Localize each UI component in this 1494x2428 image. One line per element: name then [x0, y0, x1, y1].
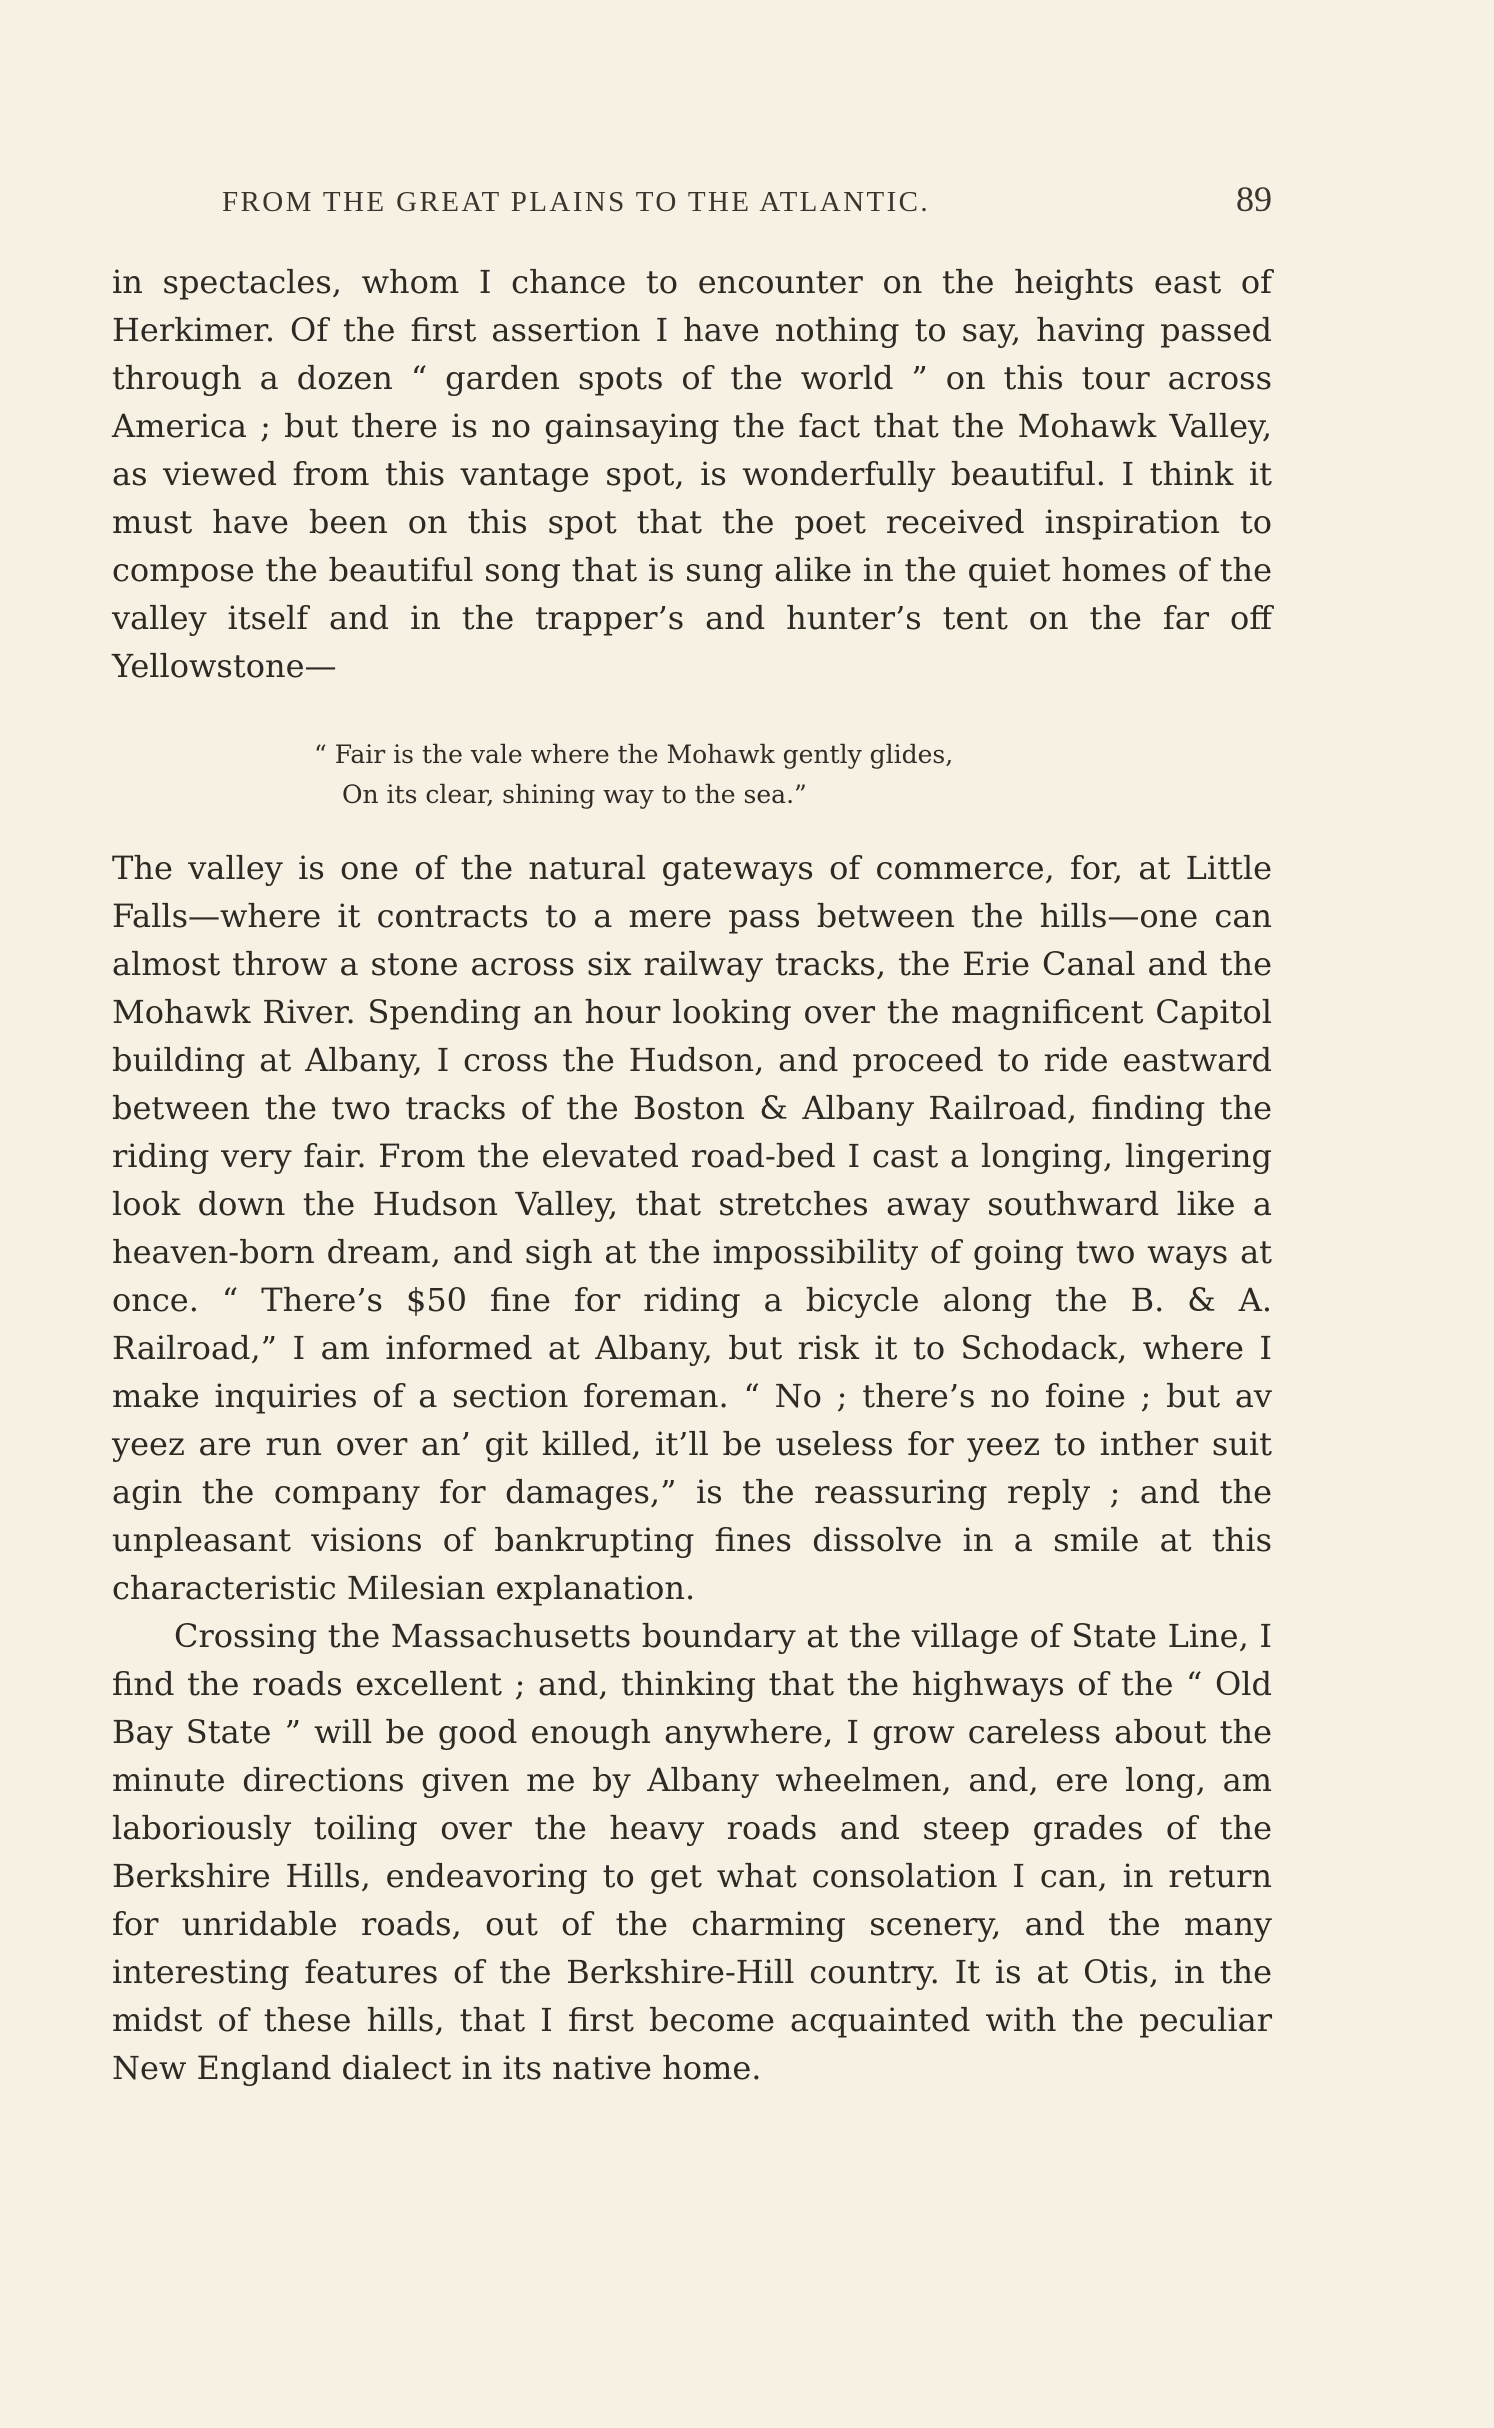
opening-paragraph-block: [112, 258, 1272, 690]
running-title: FROM THE GREAT PLAINS TO THE ATLANTIC.: [222, 186, 931, 218]
running-header: [200, 178, 1272, 228]
paragraph-1: in spectacles, whom I chance to encounter on the heights east of Herkimer. Of the first assertion I have nothing to say, having passed through a dozen “ garden spots of the world ” on this tour across America ; but there is no gainsaying the fact that the Mohawk Valley, as viewed from this vantage spot, is wonderfully beautiful. I think it must have been on this spot that the poet received inspiration to compose the beautiful song that is sung alike in the quiet homes of the valley itself and in the trapper’s and hunter’s tent on the far off Yellowstone—: [112, 263, 1272, 685]
quote-line-2: On its clear, shining way to the sea.”: [342, 780, 807, 809]
paragraph-3: Crossing the Massachusetts boundary at the village of State Line, I find the roads excellent ; and, thinking that the highways of the “ Old Bay State ” will be good enough anywhere, I grow careless about the minute directions given me by Albany wheelmen, and, ere long, am laboriously toiling over the heavy roads and steep grades of the Berkshire Hills, endeavoring to get what consolation I can, in return for unridable roads, out of the charming scenery, and the many interesting features of the Berkshire-Hill country. It is at Otis, in the midst of these hills, that I first become acquainted with the peculiar New England dialect in its native home.: [112, 1617, 1272, 2087]
paragraph-2: The valley is one of the natural gateways of commerce, for, at Little Falls—where it contracts to a mere pass between the hills—one can almost throw a stone across six railway tracks, the Erie Canal and the Mohawk River. Spending an hour looking over the magnificent Capitol building at Albany, I cross the Hudson, and proceed to ride eastward between the two tracks of the Boston & Albany Railroad, finding the riding very fair. From the elevated road-bed I cast a longing, lingering look down the Hudson Valley, that stretches away southward like a heaven-born dream, and sigh at the impossibility of going two ways at once. “ There’s $50 fine for riding a bicycle along the B. & A. Railroad,” I am informed at Albany, but risk it to Schodack, where I make inquiries of a section foreman. “ No ; there’s no foine ; but av yeez are run over an’ git killed, it’ll be useless for yeez to inther suit agin the company for damages,” is the reassuring reply ; and the unpleasant visions of bankrupting fines dissolve in a smile at this characteristic Milesian explanation.: [112, 849, 1272, 1607]
quote-line-1: “ Fair is the vale where the Mohawk gently glides,: [314, 740, 954, 769]
page-number: 89: [1236, 179, 1272, 219]
quoted-verse: [314, 735, 1074, 815]
main-paragraphs-block: [112, 844, 1272, 2092]
